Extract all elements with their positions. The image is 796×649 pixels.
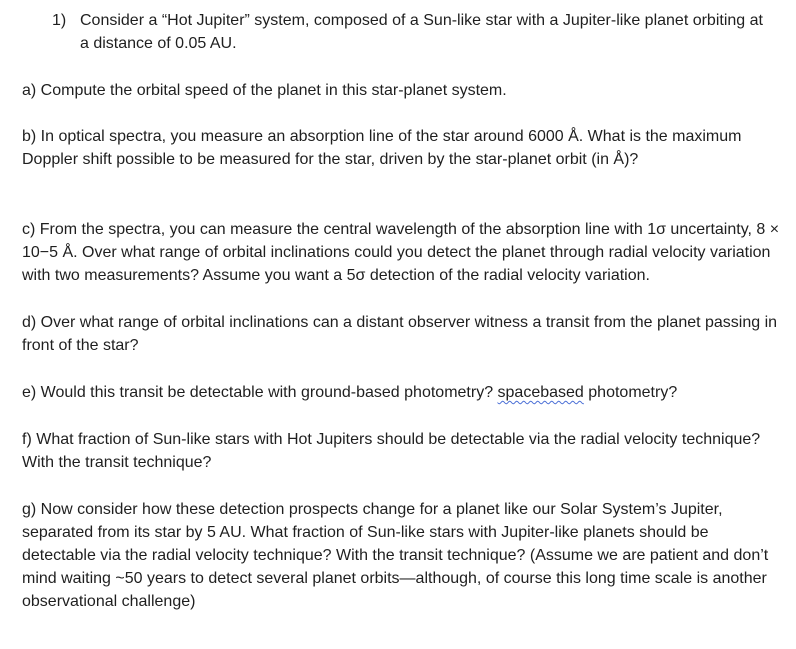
part-c: c) From the spectra, you can measure the central wavelength of the absorption line with 1σ uncertainty, 8 × 10−5 Å. Over what range of orbital inclinations could you detect the planet through radial velocity variation with two measurements? Assume you want a 5σ detection of the radial velocity variation.	[22, 221, 780, 284]
part-f: f) What fraction of Sun-like stars with Hot Jupiters should be detectable via the radial velocity technique? With the transit technique?	[22, 431, 761, 471]
part-e-text-before: e) Would this transit be detectable with ground-based photometry?	[22, 384, 498, 401]
question-intro-text: Consider a “Hot Jupiter” system, composed of a Sun-like star with a Jupiter-like planet orbiting at a distance of 0.05 AU.	[80, 12, 763, 52]
question-number: 1)	[52, 12, 67, 29]
part-b: b) In optical spectra, you measure an absorption line of the star around 6000 Å. What is the maximum Doppler shift possible to be measured for the star, driven by the star-planet orbit (in Å)?	[22, 128, 742, 168]
spellcheck-flagged-word[interactable]: spacebased	[497, 384, 584, 401]
part-e	[22, 381, 782, 404]
part-g: g) Now consider how these detection prospects change for a planet like our Solar System’s Jupiter, separated from its star by 5 AU. What fraction of Sun-like stars with Jupiter-like planets should be detectable via the radial velocity technique? With the transit technique? (Assume we are patient and don’t mind waiting ~50 years to detect several planet orbits—although, of course this long time scale is another observational challenge)	[22, 501, 769, 610]
part-d: d) Over what range of orbital inclinations can a distant observer witness a transit from the planet passing in front of the star?	[22, 314, 778, 354]
part-a: a) Compute the orbital speed of the planet in this star-planet system.	[22, 82, 507, 99]
part-e-text-after: photometry?	[583, 384, 678, 401]
